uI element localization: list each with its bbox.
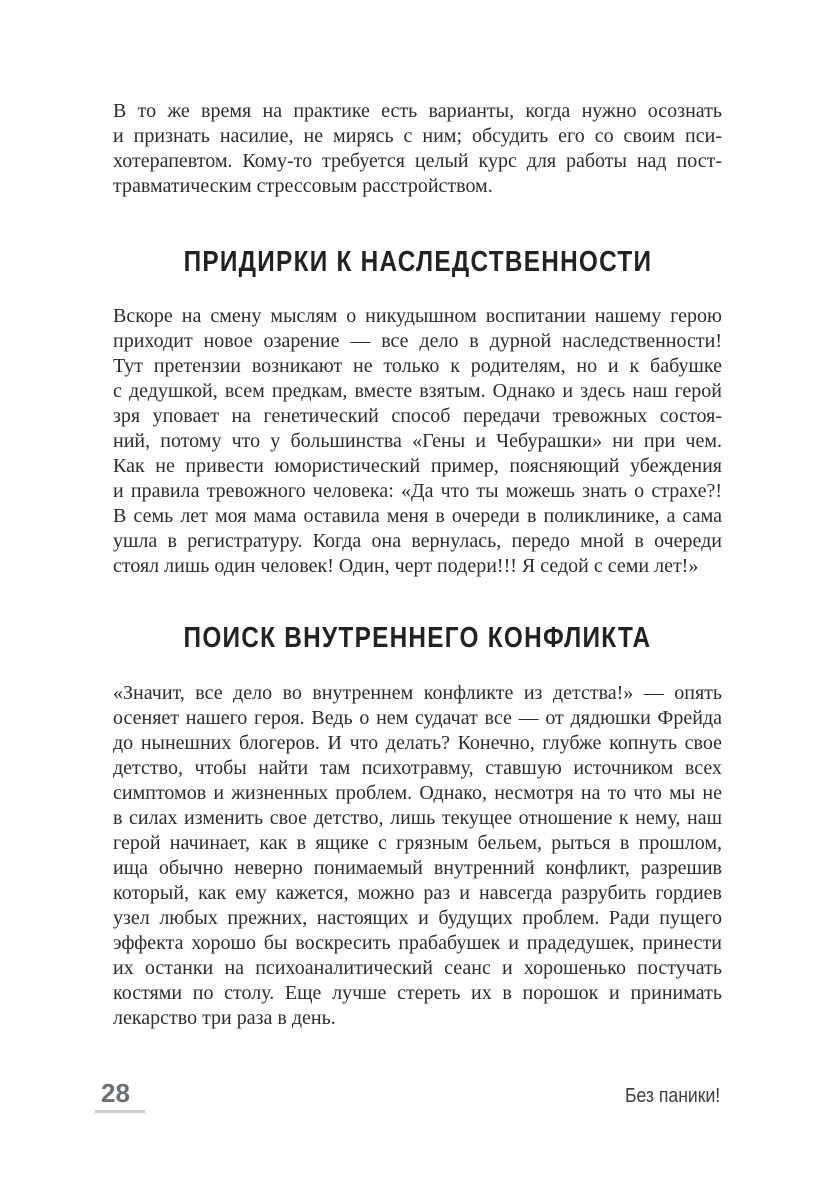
text-line: узел любых прежних, настоящих и будущих проблем. Ради пущего: [113, 907, 722, 929]
text-line: симптомов и жизненных проблем. Однако, несмотря на то что мы не: [113, 782, 722, 804]
paragraph-heredity: [113, 304, 722, 579]
text-line: лекарство три раза в день.: [113, 1007, 336, 1029]
text-line: Как не привести юмористический пример, поясняющий убеждения: [113, 455, 722, 477]
text-line: герой начинает, как в ящике с грязным бельем, рыться в прошлом,: [113, 832, 722, 854]
text-line: В семь лет моя мама оставила меня в очереди в поликлинике, а сама: [113, 505, 722, 527]
text-line: Тут претензии возникают не только к родителям, но и к бабушке: [113, 355, 722, 377]
page-number-rule: [95, 1110, 145, 1113]
text-line: костями по столу. Еще лучше стереть их в порошок и принимать: [113, 982, 722, 1004]
section-heading-heredity: [113, 247, 722, 277]
text-line: хотерапевтом. Кому-то требуется целый курс для работы над пост-: [113, 150, 722, 172]
text-line: стоял лишь один человек! Один, черт подери!!! Я седой с семи лет!»: [113, 555, 699, 577]
text-line: и правила тревожного человека: «Да что ты можешь знать о страхе?!: [113, 480, 722, 502]
running-title: [612, 1083, 720, 1109]
text-line: и признать насилие, не мирясь с ним; обсудить его со своим пси-: [113, 125, 722, 147]
text-line: Вскоре на смену мыслям о никудышном воспитании нашему герою: [113, 305, 722, 327]
text-line: до нынешних блогеров. И что делать? Конечно, глубже копнуть свое: [113, 732, 722, 754]
text-line: с дедушкой, всем предкам, вместе взятым. Однако и здесь наш герой: [113, 380, 722, 402]
page-number: 28: [101, 1078, 130, 1108]
text-line: ушла в регистратуру. Когда она вернулась, передо мной в очереди: [113, 530, 722, 552]
running-title-text: Без паники!: [624, 1085, 720, 1107]
text-line: «Значит, все дело во внутреннем конфликте из детства!» — опять: [113, 682, 722, 704]
text-line: который, как ему кажется, можно раз и навсегда разрубить гордиев: [113, 882, 722, 904]
text-line: детство, чтобы найти там психотравму, ставшую источником всех: [113, 757, 722, 779]
section-heading-text: ПРИДИРКИ К НАСЛЕДСТВЕННОСТИ: [183, 246, 652, 278]
text-line: ища обычно неверно понимаемый внутренний конфликт, разрешив: [113, 857, 722, 879]
paragraph-intro: [113, 99, 722, 199]
text-line: осеняет нашего героя. Ведь о нем судачат все — от дядюшки Фрейда: [113, 707, 722, 729]
text-line: В то же время на практике есть варианты, когда нужно осознать: [113, 100, 722, 122]
paragraph-inner-conflict: [113, 681, 722, 1031]
text-line: травматическим стрессовым расстройством.: [113, 175, 493, 197]
text-line: ний, потому что у большинства «Гены и Чебурашки» ни при чем.: [113, 430, 722, 452]
text-line: в силах изменить свое детство, лишь текущее отношение к нему, наш: [113, 807, 722, 829]
section-heading-inner-conflict: [113, 623, 722, 653]
text-line: их останки на психоаналитический сеанс и хорошенько постучать: [113, 957, 722, 979]
text-line: зря уповает на генетический способ передачи тревожных состоя-: [113, 405, 722, 427]
text-line: приходит новое озарение — все дело в дурной наследственности!: [113, 330, 722, 352]
text-line: эффекта хорошо бы воскресить прабабушек и прадедушек, принести: [113, 932, 722, 954]
section-heading-text: ПОИСК ВНУТРЕННЕГО КОНФЛИКТА: [183, 622, 652, 654]
